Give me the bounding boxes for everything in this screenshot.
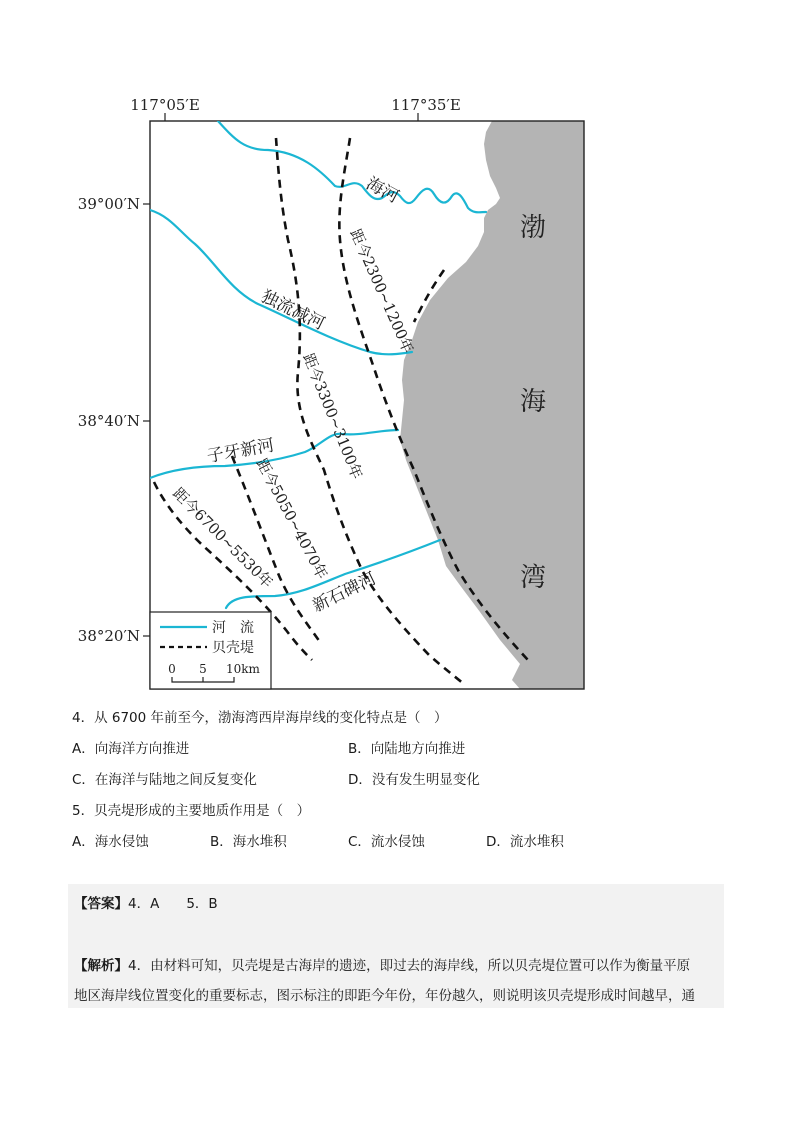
question-5-option-d[interactable]: D．流水堆积	[486, 834, 564, 850]
lon-label-west: 117°05′E	[130, 96, 200, 114]
label-ridge-5050-4070: 距今5050~4070年	[252, 455, 332, 583]
analysis-line-2: 地区海岸线位置变化的重要标志，图示标注的即距今年份，年份越久，则说明该贝壳堤形成时间越早，通	[74, 988, 695, 1004]
question-4-option-c[interactable]: C．在海洋与陆地之间反复变化	[72, 772, 257, 788]
answer-line	[74, 892, 218, 912]
question-5-stem: 5．贝壳堤形成的主要地质作用是（ ）	[72, 803, 311, 819]
sea-name-hai: 海	[519, 387, 547, 417]
scale-tick-10: 10km	[226, 662, 260, 676]
lat-label-38-20: 38°20′N	[77, 627, 140, 645]
label-haihe: 海河	[362, 173, 403, 208]
legend-ridge-label: 贝壳堤	[212, 640, 254, 656]
scale-tick-0: 0	[168, 662, 176, 676]
analysis-text-1: 4．由材料可知，贝壳堤是古海岸的遗迹，即过去的海岸线，所以贝壳堤位置可以作为衡量平原	[128, 958, 691, 974]
lat-label-38-40: 38°40′N	[77, 412, 140, 430]
question-4-stem: 4．从 6700 年前至今，渤海湾西岸海岸线的变化特点是（ ）	[72, 710, 448, 726]
label-ridge-2300-1200: 距今2300~1200年	[346, 226, 418, 356]
answer-text: 4．A 5．B	[128, 896, 218, 912]
lon-label-east: 117°35′E	[391, 96, 461, 114]
label-duliujian: 独流减河	[257, 286, 328, 335]
scale-tick-5: 5	[199, 662, 207, 676]
label-ziyaxin: 子牙新河	[205, 435, 276, 467]
legend-river-label: 河 流	[212, 620, 254, 636]
answer-analysis-box	[68, 884, 724, 1008]
lat-label-39-00: 39°00′N	[77, 195, 140, 213]
question-4-option-a[interactable]: A．向海洋方向推进	[72, 741, 190, 757]
label-ridge-6700-5530: 距今6700~5530年	[169, 484, 277, 592]
answer-label: 【答案】	[74, 896, 128, 912]
label-xinshibei: 新石碑河	[309, 568, 380, 617]
question-5-option-c[interactable]: C．流水侵蚀	[348, 834, 425, 850]
sea-name-bo: 渤	[519, 213, 547, 243]
river-haihe	[218, 121, 486, 212]
map-legend	[150, 612, 271, 689]
analysis-line-1	[74, 954, 690, 974]
label-ridge-3300-3100: 距今3300~3100年	[299, 350, 367, 482]
question-4-option-d[interactable]: D．没有发生明显变化	[348, 772, 480, 788]
analysis-label: 【解析】	[74, 958, 128, 974]
question-4-option-b[interactable]: B．向陆地方向推进	[348, 741, 466, 757]
bohai-sea-area	[400, 121, 584, 689]
question-5-option-b[interactable]: B．海水堆积	[210, 834, 287, 850]
sea-name-wan: 湾	[519, 563, 547, 593]
question-5-option-a[interactable]: A．海水侵蚀	[72, 834, 149, 850]
